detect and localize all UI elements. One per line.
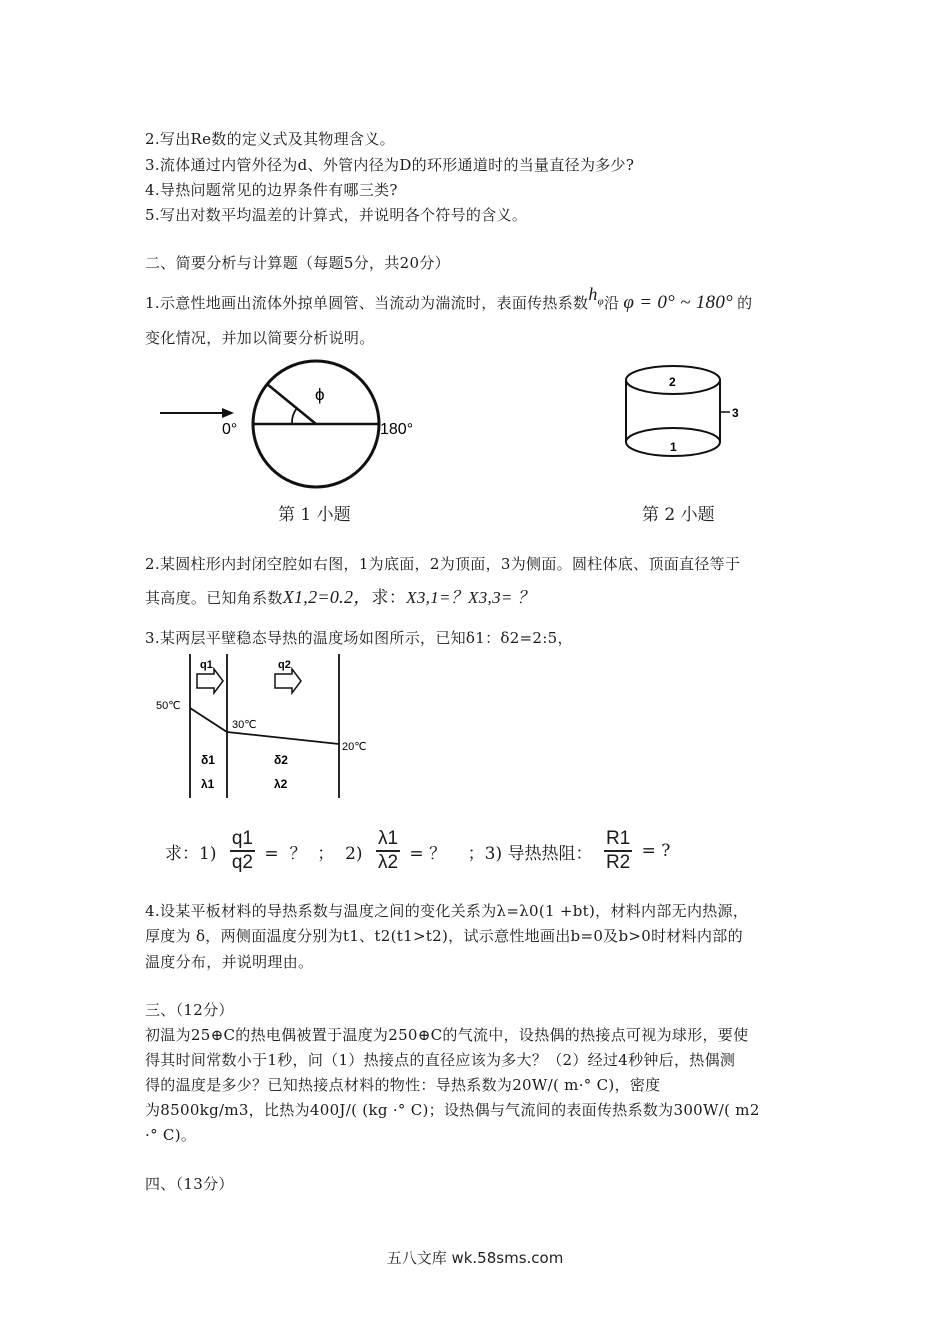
figure-1-caption: 第 1 小题: [278, 505, 351, 525]
temp-right-label: 20℃: [342, 741, 367, 753]
question-1-3: 3.流体通过内管外径为d、外管内径为D的环形通道时的当量直径为多少?: [145, 156, 635, 174]
temperature-profile: [190, 708, 339, 744]
problem-2-2-text: 其高度。已知角系数: [145, 589, 283, 607]
footer-watermark: 五八文库 wk.58sms.com: [386, 1249, 564, 1267]
solve-part2-tail: = ？ ；3) 导热热阻：: [409, 843, 593, 864]
question-1-5: 5.写出对数平均温差的计算式，并说明各个符号的含义。: [145, 206, 528, 224]
section-3-heading: 三、（12分）: [145, 1001, 234, 1019]
angle-arc: [292, 408, 297, 424]
h-symbol: $h_\varphi$: [588, 284, 605, 308]
fraction-q1-q2: $\frac{q1}{q2}$: [231, 828, 253, 873]
ask-word: 求：: [371, 588, 407, 608]
lambda1-label: λ1: [201, 777, 215, 791]
section-3-line2: 得其时间常数小于1秒，问（1）热接点的直径应该为多大？（2）经过4秒钟后，热偶测: [145, 1051, 736, 1069]
angle-range: φ = 0° ~ 180°: [623, 292, 734, 313]
asked-view-factors: X3,1=？X3,3= ？: [406, 588, 535, 607]
lambda2-label: λ2: [274, 777, 288, 791]
solve-part1-tail: = ？ ； 2): [264, 843, 363, 864]
problem-2-3-line1: 3.某两层平壁稳态导热的温度场如图所示，已知δ1：δ2=2:5，: [145, 629, 573, 647]
heat-flux-arrow-2: [275, 669, 301, 693]
question-1-2: 2.写出Re数的定义式及其物理含义。: [145, 130, 395, 148]
section-3-line3: 得的温度是多少？已知热接点材料的物性：导热系数为20W/( m·° C)，密度: [145, 1076, 661, 1094]
problem-2-1-line2: 变化情况，并加以简要分析说明。: [145, 329, 375, 347]
delta1-label: δ1: [201, 753, 215, 767]
section-3-line4: 为8500kg/m3，比热为400J/( (kg ·° C)；设热偶与气流间的表面传热系数为300W/( m2: [145, 1101, 760, 1119]
problem-2-1-text: 1.示意性地画出流体外掠单圆管、当流动为湍流时，表面传热系数: [145, 294, 589, 312]
bottom-label: 1: [670, 440, 677, 454]
figure-2-caption: 第 2 小题: [642, 505, 715, 525]
fraction-r1-r2: $\frac{R1}{R2}$: [605, 828, 631, 873]
problem-2-4-line3: 温度分布，并说明理由。: [145, 953, 314, 971]
fraction-lambda1-lambda2: $\frac{\lambda 1}{\lambda 2}$: [377, 828, 399, 873]
section-4-heading: 四、（13分）: [145, 1175, 234, 1193]
section-3-line1: 初温为25⊕C的热电偶被置于温度为250⊕C的气流中，设热偶的热接点可视为球形，要使: [145, 1026, 749, 1044]
angle-label: ϕ: [315, 385, 325, 404]
flow-arrow-head: [222, 408, 234, 418]
zero-degree-label: 0°: [222, 421, 238, 438]
figure-1-cylinder-crossflow: [150, 355, 440, 495]
temp-mid-label: 30℃: [232, 719, 257, 731]
heat-flux-arrow-1: [197, 669, 223, 693]
solve-part3-tail: = ?: [641, 841, 671, 861]
tail-text: 的: [737, 294, 753, 312]
degree-180-label: 180°: [380, 421, 414, 438]
figure-2-cylinder-cavity: [620, 360, 750, 466]
solve-prefix: 求：1): [165, 843, 217, 864]
problem-2-4-line2: 厚度为 δ，两侧面温度分别为t1、t2(t1>t2)，试示意性地画出b=0及b>0时材料内部的: [145, 927, 743, 945]
problem-2-2-line1: 2.某圆柱形内封闭空腔如右图，1为底面，2为顶面，3为侧面。圆柱体底、顶面直径等于: [145, 555, 741, 573]
side-label: 3: [732, 406, 739, 420]
problem-2-4-line1: 4.设某平板材料的导热系数与温度之间的变化关系为λ=λ0(1 +bt)，材料内部无内热源，: [145, 902, 749, 920]
top-label: 2: [669, 375, 676, 389]
problem-2-3-questions: [165, 828, 670, 874]
figure-3-two-layer-wall: [150, 652, 390, 802]
section-2-heading: 二、简要分析与计算题（每题5分，共20分）: [145, 254, 450, 272]
problem-2-1-line1: [145, 284, 753, 316]
question-1-4: 4.导热问题常见的边界条件有哪三类?: [145, 181, 398, 199]
q2-label: q2: [278, 659, 291, 671]
temp-left-label: 50℃: [156, 700, 181, 712]
given-view-factor: X1,2=0.2，: [282, 587, 372, 607]
problem-2-2-line2: [145, 583, 535, 609]
section-3-line5: ·° C)。: [145, 1126, 197, 1144]
along-text: 沿: [604, 294, 620, 312]
q1-label: q1: [200, 659, 213, 671]
delta2-label: δ2: [274, 753, 288, 767]
